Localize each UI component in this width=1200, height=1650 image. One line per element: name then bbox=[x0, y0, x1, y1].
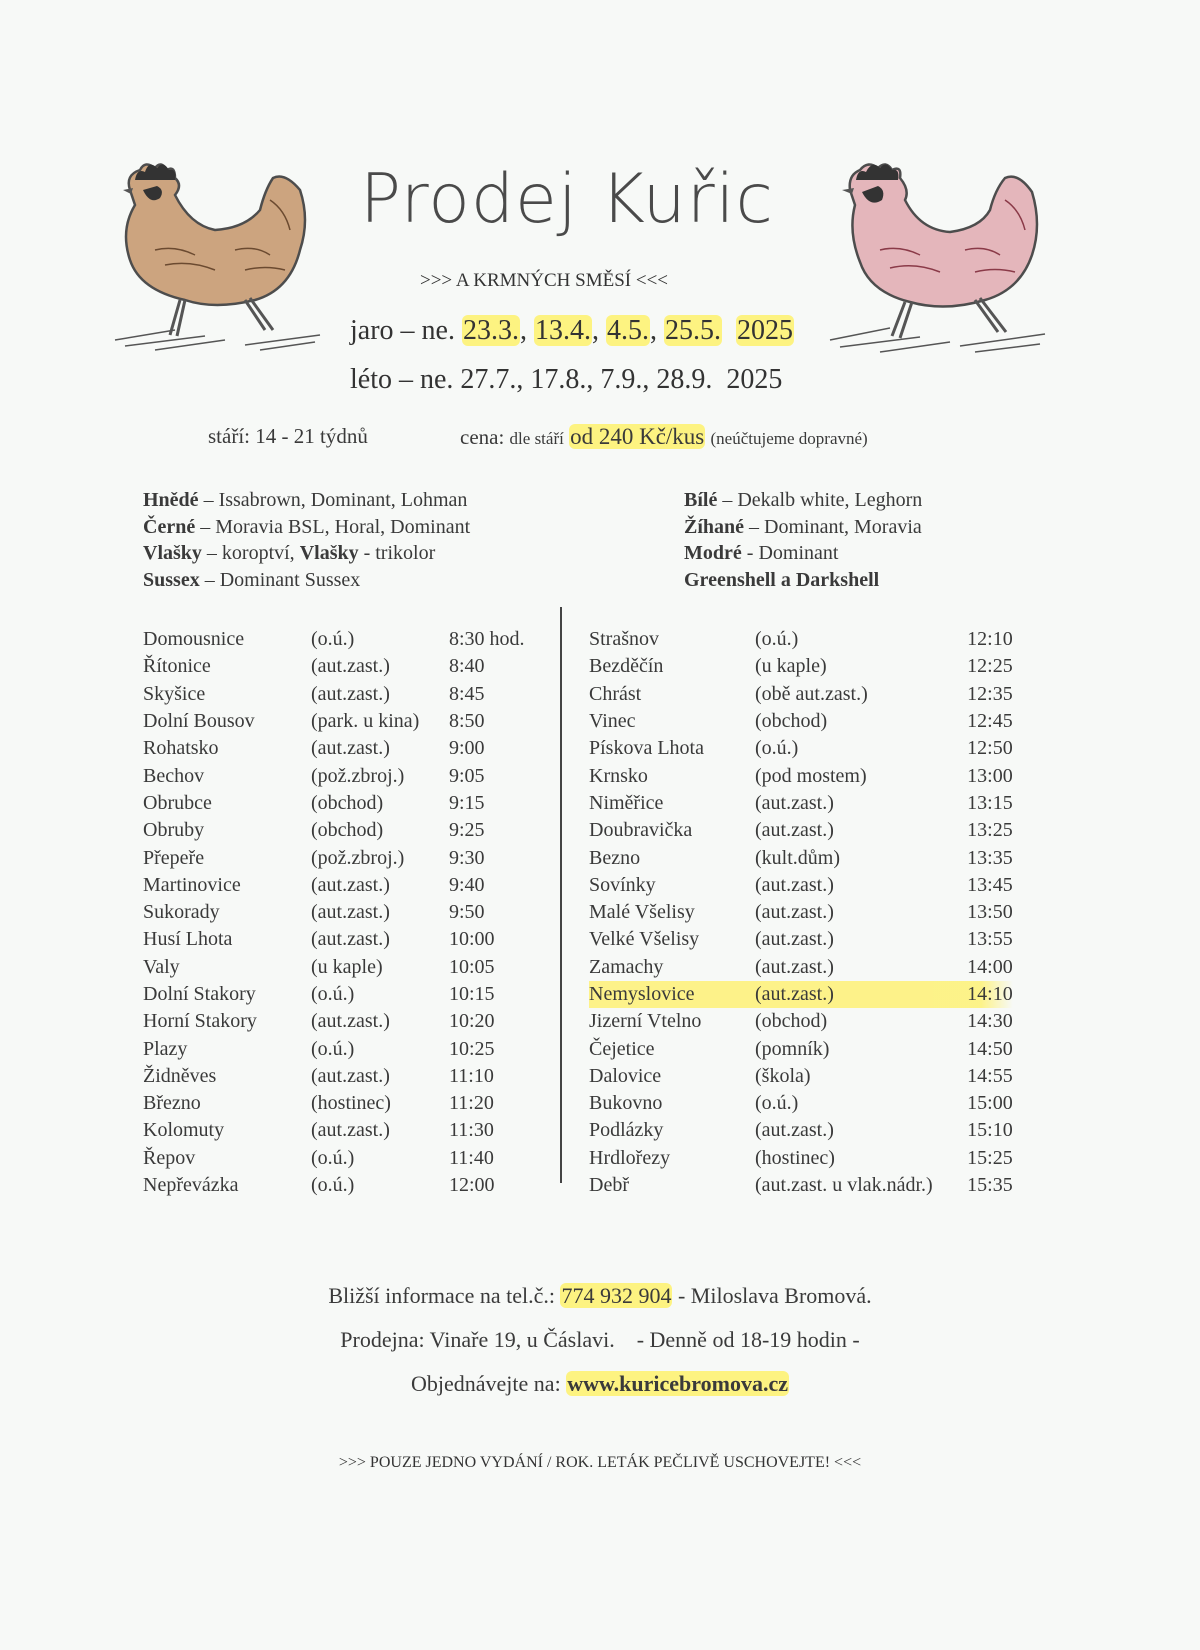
place-name: Valy bbox=[143, 955, 180, 978]
stop-location: (pomník) bbox=[755, 1037, 830, 1060]
breed-name: Černé bbox=[143, 515, 196, 538]
stop-time: 9:15 bbox=[449, 791, 485, 814]
place-name: Kolomuty bbox=[143, 1119, 225, 1142]
place-name: Chrást bbox=[589, 682, 642, 705]
place-name: Bukovno bbox=[589, 1092, 663, 1115]
spring-date: 23.3. bbox=[462, 315, 519, 346]
schedule-row bbox=[589, 954, 1013, 981]
schedule-row bbox=[143, 1117, 525, 1144]
breed-varieties: Dekalb white, Leghorn bbox=[737, 489, 923, 511]
stop-time: 10:00 bbox=[449, 928, 495, 951]
summer-date: 7.9. bbox=[600, 364, 643, 395]
order-prefix: Objednávejte na: bbox=[411, 1371, 567, 1396]
stop-location: (aut.zast.) bbox=[755, 928, 834, 951]
age-label: stáří: bbox=[208, 424, 250, 448]
stop-time: 11:20 bbox=[449, 1092, 494, 1115]
stop-location: (aut.zast.) bbox=[311, 1010, 390, 1033]
place-name: Bezno bbox=[589, 846, 641, 869]
breed-varieties: Dominant Sussex bbox=[219, 568, 361, 591]
phone-number[interactable]: 774 932 904 bbox=[561, 1283, 672, 1308]
stop-location: (o.ú.) bbox=[311, 983, 355, 1005]
stop-location: (o.ú.) bbox=[311, 1174, 355, 1197]
schedule-row bbox=[143, 872, 525, 899]
place-name: Řepov bbox=[143, 1146, 196, 1169]
stop-time: 13:35 bbox=[967, 846, 1013, 869]
breed-varieties: Dominant bbox=[758, 542, 839, 564]
stop-location: (hostinec) bbox=[311, 1092, 391, 1115]
stop-time: 9:30 bbox=[449, 846, 485, 869]
stop-location: (aut.zast.) bbox=[755, 981, 933, 1008]
stop-location: (aut.zast.) bbox=[755, 1119, 834, 1142]
price-note: (neúčtujeme dopravné) bbox=[710, 429, 868, 448]
breed-name: Vlašky bbox=[143, 542, 202, 564]
stop-location: (pož.zbroj.) bbox=[311, 764, 405, 787]
stop-time: 14:30 bbox=[967, 1010, 1013, 1033]
breed-item bbox=[684, 514, 922, 541]
stop-time: 10:20 bbox=[449, 1010, 495, 1033]
contact-name: - Miloslava Bromová. bbox=[672, 1283, 872, 1308]
stop-time: 11:30 bbox=[449, 1119, 494, 1142]
breed-item bbox=[143, 487, 470, 514]
schedule-row bbox=[589, 1090, 1013, 1117]
stop-location: (o.ú.) bbox=[755, 1092, 799, 1115]
schedule-row bbox=[589, 735, 1013, 762]
stop-time: 11:10 bbox=[449, 1064, 494, 1087]
place-name: Bechov bbox=[143, 764, 205, 787]
stop-time: 15:10 bbox=[967, 1119, 1013, 1142]
schedule-row bbox=[143, 817, 525, 844]
shop-info: Prodejna: Vinaře 19, u Čáslavi. - Denně od 18-19 hodin - bbox=[340, 1327, 860, 1352]
stop-time: 8:45 bbox=[449, 682, 485, 705]
schedule-row bbox=[589, 762, 1013, 789]
breed-item bbox=[143, 514, 470, 541]
stop-time: 13:25 bbox=[967, 819, 1013, 842]
place-name: Řítonice bbox=[143, 655, 211, 678]
breed-varieties: Issabrown, Dominant, Lohman bbox=[218, 489, 468, 511]
breed-name: Greenshell a Darkshell bbox=[684, 568, 880, 591]
stop-location: (o.ú.) bbox=[755, 737, 799, 760]
stop-time: 15:25 bbox=[967, 1146, 1013, 1169]
brown-hen-illustration bbox=[95, 150, 325, 360]
schedule-table-left bbox=[143, 626, 525, 1199]
subtitle: >>> A KRMNÝCH SMĚSÍ <<< bbox=[420, 270, 669, 291]
schedule-row bbox=[589, 1172, 1013, 1199]
breed-item bbox=[684, 540, 922, 567]
place-name: Podlázky bbox=[589, 1119, 664, 1142]
schedule-row bbox=[589, 653, 1013, 680]
schedule-row bbox=[589, 926, 1013, 953]
spring-date: 4.5. bbox=[606, 315, 649, 346]
stop-time: 12:25 bbox=[967, 655, 1013, 678]
stop-location: (obchod) bbox=[311, 791, 384, 814]
stop-time: 14:10 bbox=[933, 981, 1013, 1008]
breed-name: Modré bbox=[684, 542, 742, 564]
stop-time: 12:10 bbox=[967, 628, 1013, 651]
schedule-row bbox=[143, 790, 525, 817]
stop-location: (o.ú.) bbox=[311, 1146, 355, 1169]
stop-location: (aut.zast.) bbox=[755, 901, 834, 924]
place-name: Přepeře bbox=[143, 846, 205, 869]
stop-location: (aut.zast.) bbox=[311, 737, 390, 760]
schedule-row bbox=[589, 790, 1013, 817]
schedule-row bbox=[589, 1145, 1013, 1172]
stop-location: (park. u kina) bbox=[311, 710, 420, 733]
summer-year: 2025 bbox=[726, 364, 783, 395]
breed-sep: - bbox=[741, 542, 759, 564]
place-name: Horní Stakory bbox=[143, 1010, 257, 1033]
pink-hen-illustration bbox=[820, 150, 1050, 360]
place-name: Malé Všelisy bbox=[589, 901, 695, 924]
price-value: od 240 Kč/kus bbox=[570, 424, 705, 449]
schedule-row bbox=[589, 1117, 1013, 1144]
breed-name: Vlašky bbox=[299, 542, 359, 564]
stop-time: 9:40 bbox=[449, 873, 485, 896]
stop-location: (obě aut.zast.) bbox=[755, 682, 868, 705]
place-name: Březno bbox=[143, 1092, 201, 1115]
website-link[interactable]: www.kuricebromova.cz bbox=[567, 1371, 788, 1396]
breed-item bbox=[684, 487, 922, 514]
schedule-row bbox=[143, 1090, 525, 1117]
price-info bbox=[460, 424, 868, 450]
breed-name: Hnědé bbox=[143, 489, 199, 511]
stop-time: 11:40 bbox=[449, 1146, 494, 1169]
stop-location: (aut.zast.) bbox=[755, 955, 834, 978]
place-name: Čejetice bbox=[589, 1037, 655, 1060]
stop-location: (obchod) bbox=[755, 1010, 828, 1033]
stop-location: (aut.zast.) bbox=[755, 819, 834, 842]
summer-prefix: léto – ne. bbox=[350, 364, 461, 395]
place-name: Sukorady bbox=[143, 901, 220, 924]
stop-time: 13:15 bbox=[967, 791, 1013, 814]
schedule-row bbox=[589, 1008, 1013, 1035]
schedule-row bbox=[143, 1008, 525, 1035]
schedule-row bbox=[143, 844, 525, 871]
place-name: Obruby bbox=[143, 819, 205, 842]
stop-time: 10:15 bbox=[449, 983, 495, 1005]
stop-time: 9:05 bbox=[449, 764, 485, 787]
breed-list-left bbox=[143, 487, 470, 593]
spring-date: 25.5. bbox=[664, 315, 721, 346]
schedule-row bbox=[589, 817, 1013, 844]
stop-location: (o.ú.) bbox=[755, 628, 799, 651]
place-name: Hrdlořezy bbox=[589, 1146, 671, 1169]
schedule-row bbox=[143, 1035, 525, 1062]
stop-time: 13:55 bbox=[967, 928, 1013, 951]
stop-location: (aut.zast.) bbox=[311, 1119, 390, 1142]
breed-varieties: Dominant, Moravia bbox=[764, 515, 922, 538]
summer-date: 28.9. bbox=[656, 364, 713, 395]
breed-sep: – bbox=[195, 515, 216, 538]
place-name: Bezděčín bbox=[589, 655, 664, 678]
spring-year: 2025 bbox=[736, 315, 793, 346]
stop-location: (u kaple) bbox=[755, 655, 827, 678]
place-name: Zamachy bbox=[589, 955, 664, 978]
schedule-row bbox=[143, 1172, 525, 1199]
breed-varieties: koroptví, bbox=[221, 542, 300, 564]
breed-name: Sussex bbox=[143, 568, 200, 591]
schedule-row bbox=[143, 1063, 525, 1090]
stop-location: (aut.zast.) bbox=[311, 655, 390, 678]
spring-dates: jaro – ne. 23.3., 13.4., 4.5., 25.5. 2025 bbox=[350, 315, 793, 346]
schedule-table-right bbox=[589, 626, 1013, 1199]
schedule-row bbox=[143, 1145, 525, 1172]
stop-location: (aut.zast. u vlak.nádr.) bbox=[755, 1174, 933, 1197]
schedule-row bbox=[589, 626, 1013, 653]
stop-time: 8:40 bbox=[449, 655, 485, 678]
place-name: Jizerní Vtelno bbox=[589, 1010, 702, 1033]
schedule-row bbox=[589, 681, 1013, 708]
summer-date: 17.8. bbox=[530, 364, 587, 395]
place-name: Židněves bbox=[143, 1064, 217, 1087]
schedule-row bbox=[143, 899, 525, 926]
place-name: Rohatsko bbox=[143, 737, 219, 760]
breed-sep: – bbox=[198, 489, 219, 511]
stop-location: (pož.zbroj.) bbox=[311, 846, 405, 869]
place-name: Nemyslovice bbox=[589, 981, 755, 1008]
stop-location: (aut.zast.) bbox=[311, 682, 390, 705]
stop-location: (hostinec) bbox=[755, 1146, 835, 1169]
stop-time: 14:00 bbox=[967, 955, 1013, 978]
stop-location: (aut.zast.) bbox=[311, 928, 390, 951]
stop-time: 14:55 bbox=[967, 1064, 1013, 1087]
schedule-row bbox=[143, 653, 525, 680]
age-value: 14 - 21 týdnů bbox=[255, 424, 368, 448]
place-name: Vinec bbox=[589, 710, 636, 733]
stop-location: (škola) bbox=[755, 1064, 811, 1087]
schedule-row bbox=[143, 708, 525, 735]
place-name: Doubravička bbox=[589, 819, 693, 842]
stop-time: 9:50 bbox=[449, 901, 485, 924]
stop-location: (o.ú.) bbox=[311, 1037, 355, 1060]
schedule-row bbox=[143, 926, 525, 953]
place-name: Domousnice bbox=[143, 628, 245, 651]
place-name: Husí Lhota bbox=[143, 928, 233, 951]
schedule-row bbox=[589, 872, 1013, 899]
contact-phone-line bbox=[0, 1283, 1200, 1309]
stop-time: 9:25 bbox=[449, 819, 485, 842]
stop-location: (u kaple) bbox=[311, 955, 383, 978]
stop-location: (aut.zast.) bbox=[311, 1064, 390, 1087]
stop-time: 13:00 bbox=[967, 764, 1013, 787]
breed-varieties: Moravia BSL, Horal, Dominant bbox=[215, 515, 471, 538]
stop-time: 12:00 bbox=[449, 1174, 495, 1197]
stop-location: (obchod) bbox=[755, 710, 828, 733]
stop-location: (aut.zast.) bbox=[311, 873, 390, 896]
contact-prefix: Bližší informace na tel.č.: bbox=[328, 1283, 561, 1308]
price-label: cena: bbox=[460, 425, 505, 449]
stop-time: 8:30 hod. bbox=[449, 628, 525, 651]
place-name: Pískova Lhota bbox=[589, 737, 704, 760]
summer-date: 27.7. bbox=[460, 364, 517, 395]
page-title: Prodej Kuřic bbox=[360, 160, 774, 239]
stop-time: 14:50 bbox=[967, 1037, 1013, 1060]
summer-dates: léto – ne. 27.7., 17.8., 7.9., 28.9. 2025 bbox=[350, 364, 783, 395]
place-name: Krnsko bbox=[589, 764, 648, 787]
stop-time: 15:35 bbox=[967, 1174, 1013, 1197]
stop-location: (o.ú.) bbox=[311, 628, 355, 651]
schedule-row bbox=[589, 899, 1013, 926]
stop-time: 13:45 bbox=[967, 873, 1013, 896]
stop-location: (kult.dům) bbox=[755, 846, 840, 869]
place-name: Plazy bbox=[143, 1037, 188, 1060]
place-name: Dolní Stakory bbox=[143, 983, 256, 1005]
stop-time: 12:45 bbox=[967, 710, 1013, 733]
place-name: Debř bbox=[589, 1174, 629, 1197]
schedule-row bbox=[143, 681, 525, 708]
spring-date: 13.4. bbox=[534, 315, 591, 346]
place-name: Niměřice bbox=[589, 791, 664, 814]
breed-sep: – bbox=[199, 568, 220, 591]
breed-name: Žíhané bbox=[684, 515, 745, 538]
stop-location: (aut.zast.) bbox=[755, 791, 834, 814]
stop-time: 12:35 bbox=[967, 682, 1013, 705]
breed-list-right bbox=[684, 487, 922, 593]
price-qualifier: dle stáří bbox=[509, 429, 564, 448]
schedule-row bbox=[589, 708, 1013, 735]
place-name: Nepřevázka bbox=[143, 1174, 239, 1197]
stop-time: 9:00 bbox=[449, 737, 485, 760]
age-info bbox=[208, 424, 368, 449]
stop-location: (pod mostem) bbox=[755, 764, 867, 787]
place-name: Velké Všelisy bbox=[589, 928, 700, 951]
breed-item bbox=[684, 567, 922, 594]
stop-time: 12:50 bbox=[967, 737, 1013, 760]
place-name: Obrubce bbox=[143, 791, 212, 814]
schedule-row bbox=[589, 981, 1013, 1008]
breed-sep: – bbox=[201, 542, 222, 564]
breed-item bbox=[143, 540, 470, 567]
schedule-row bbox=[143, 762, 525, 789]
stop-location: (aut.zast.) bbox=[311, 901, 390, 924]
schedule-row bbox=[143, 981, 525, 1008]
place-name: Sovínky bbox=[589, 873, 656, 896]
place-name: Skyšice bbox=[143, 682, 206, 705]
breed-name: Bílé bbox=[684, 489, 718, 511]
breed-item bbox=[143, 567, 470, 594]
place-name: Strašnov bbox=[589, 628, 659, 651]
schedule-row bbox=[143, 954, 525, 981]
schedule-row bbox=[589, 1035, 1013, 1062]
schedule-row bbox=[143, 626, 525, 653]
spring-prefix: jaro – ne. bbox=[350, 315, 462, 346]
stop-location: (aut.zast.) bbox=[755, 873, 834, 896]
place-name: Dolní Bousov bbox=[143, 710, 255, 733]
stop-time: 8:50 bbox=[449, 710, 485, 733]
stop-time: 13:50 bbox=[967, 901, 1013, 924]
place-name: Martinovice bbox=[143, 873, 241, 896]
breed-varieties: - trikolor bbox=[358, 542, 436, 564]
footer-note: >>> POUZE JEDNO VYDÁNÍ / ROK. LETÁK PEČLIVĚ USCHOVEJTE! <<< bbox=[338, 1454, 862, 1471]
order-line bbox=[0, 1371, 1200, 1397]
stop-time: 10:05 bbox=[449, 955, 495, 978]
schedule-row bbox=[589, 1063, 1013, 1090]
breed-sep: – bbox=[717, 489, 738, 511]
column-divider bbox=[560, 607, 562, 1183]
stop-time: 15:00 bbox=[967, 1092, 1013, 1115]
schedule-row bbox=[589, 844, 1013, 871]
schedule-row bbox=[143, 735, 525, 762]
breed-sep: – bbox=[744, 515, 765, 538]
place-name: Dalovice bbox=[589, 1064, 662, 1087]
stop-location: (obchod) bbox=[311, 819, 384, 842]
stop-time: 10:25 bbox=[449, 1037, 495, 1060]
